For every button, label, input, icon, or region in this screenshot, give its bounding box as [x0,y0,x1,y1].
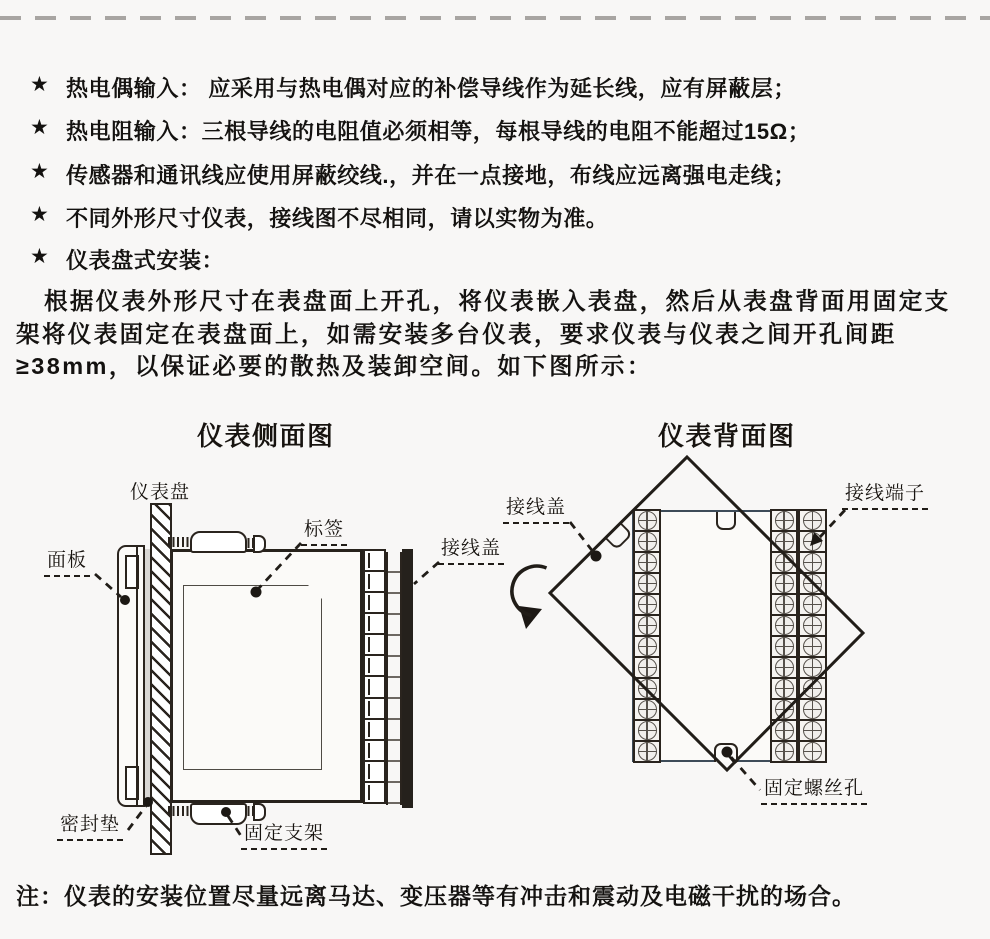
screw-icon [638,637,657,656]
terminal-screw-cell [633,719,661,742]
terminal-cover-bar [402,549,413,808]
terminal-cell [363,718,386,741]
side-view-title: 仪表侧面图 [197,422,335,451]
terminal-cell [363,633,386,656]
terminal-cell [363,591,386,614]
cover-latch-tab [604,522,633,551]
panel-clip [125,766,139,800]
terminal-screw-cell [770,677,798,700]
terminal-screw-cell [633,740,661,763]
screw-icon [775,742,794,761]
terminal-screw-cell [770,719,798,742]
star-icon: ★ [30,160,49,183]
screw-icon [775,595,794,614]
terminal-cell [363,654,386,677]
terminal-screw-cell [633,530,661,553]
terminal-screw-cell [798,698,827,721]
fixing-bracket-bottom [190,803,247,825]
case-tab-top [716,512,736,530]
terminal-column-right-outer [798,511,827,761]
label-panel-board: 仪表盘 [130,482,191,503]
label-terminal-cover-side: 接线盖 [438,533,504,565]
screw-icon [775,658,794,677]
screw-icon [638,679,657,698]
terminal-column-left [633,511,661,761]
back-view-title: 仪表背面图 [658,422,796,451]
label-sticker-area [183,585,322,770]
leader-gasket [128,806,146,830]
screw-icon [775,574,794,593]
screw-icon [803,595,822,614]
front-panel [117,545,145,807]
terminal-screw-cell [633,614,661,637]
rotation-arrowhead [519,606,542,629]
screw-icon [803,742,822,761]
screw-icon [775,616,794,635]
screw-thread [168,537,191,547]
label-terminals: 接线端子 [842,478,928,510]
terminal-screw-cell [798,551,827,574]
terminal-screw-cell [770,551,798,574]
screw-icon [638,742,657,761]
terminal-cell [363,549,386,572]
bullet-text: 不同外形尺寸仪表，接线图不尽相同，请以实物为准。 [66,206,609,231]
terminal-cell [363,739,386,762]
screw-head-icon [253,535,266,553]
terminal-screw-cell [770,635,798,658]
screw-icon [803,721,822,740]
terminal-cell [363,570,386,593]
terminal-cell [363,760,386,783]
label-gasket: 密封垫 [57,809,123,841]
terminal-screw-cell [770,572,798,595]
fixing-screw-tab [714,743,738,762]
terminal-screw-cell [798,656,827,679]
screw-icon [638,616,657,635]
star-icon: ★ [30,203,49,226]
terminal-screw-cell [798,677,827,700]
label-screw-hole: 固定螺丝孔 [761,773,867,805]
terminal-screw-cell [798,635,827,658]
label-front-panel: 面板 [44,545,90,577]
terminal-screw-cell [770,698,798,721]
screw-icon [638,511,657,530]
screw-icon [638,532,657,551]
terminal-screw-cell [770,593,798,616]
bullet-text: 传感器和通讯线应使用屏蔽绞线.，并在一点接地，布线应远离强电走线； [66,163,796,188]
terminal-screw-cell [633,635,661,658]
screw-icon [638,595,657,614]
pointer-dot-terminal-cover [591,551,602,562]
label-terminal-cover-back: 接线盖 [503,492,569,524]
screw-icon [803,679,822,698]
terminal-column-right-inner [770,511,798,761]
terminal-screw-cell [798,593,827,616]
leader-terminal-cover-side [414,562,439,584]
rotation-arrow-arc [512,566,547,615]
star-icon: ★ [30,245,49,268]
terminal-screw-cell [770,656,798,679]
screw-thread [168,806,191,816]
terminal-screw-cell [798,740,827,763]
bullet-item [30,159,796,190]
bullet-item [30,72,796,103]
terminal-screw-cell [633,677,661,700]
bullet-item [30,115,811,146]
screw-icon [638,553,657,572]
screw-icon [638,721,657,740]
terminal-screw-cell [798,530,827,553]
screw-icon [775,679,794,698]
terminal-screw-cell [633,698,661,721]
terminal-cell [363,781,386,804]
terminal-screw-cell [633,509,661,532]
terminal-screw-cell [798,572,827,595]
top-dashed-divider [0,16,990,20]
terminal-screw-cell [798,509,827,532]
screw-icon [803,700,822,719]
terminal-screw-cell [798,719,827,742]
screw-icon [775,637,794,656]
bullet-item [30,244,224,275]
installation-paragraph: 根据仪表外形尺寸在表盘面上开孔，将仪表嵌入表盘，然后从表盘背面用固定支架将仪表固定在表盘面上，如需安装多台仪表，要求仪表与仪表之间开孔间距≥38mm，以保证必要的散热及装卸空间。如下图所示： [16,288,951,379]
screw-icon [775,532,794,551]
terminal-screw-cell [770,740,798,763]
screw-icon [803,553,822,572]
screw-icon [803,637,822,656]
terminal-screw-cell [770,530,798,553]
terminal-block-column [363,551,386,804]
terminal-cell [363,675,386,698]
screw-icon [775,553,794,572]
panel-clip [125,555,139,589]
terminal-cell [363,612,386,635]
terminal-screw-cell [633,572,661,595]
screw-icon [638,658,657,677]
star-icon: ★ [30,116,49,139]
terminal-screw-cell [770,509,798,532]
screw-icon [775,721,794,740]
bullet-text: 热电阻输入：三根导线的电阻值必须相等，每根导线的电阻不能超过15Ω； [66,119,811,144]
terminal-screw-cell [798,614,827,637]
terminal-screw-cell [770,614,798,637]
bullet-text: 仪表盘式安装： [66,248,225,273]
bottom-note: 注：仪表的安装位置尽量远离马达、变压器等有冲击和震动及电磁干扰的场合。 [16,883,856,909]
terminal-screw-cell [633,656,661,679]
screw-icon [803,616,822,635]
screw-icon [775,511,794,530]
terminal-ladder [386,552,402,805]
leader-terminal-cover-back [570,522,594,553]
bullet-text: 热电偶输入： 应采用与热电偶对应的补偿导线作为延长线，应有屏蔽层； [66,76,796,101]
screw-icon [638,700,657,719]
screw-icon [803,532,822,551]
screw-icon [775,700,794,719]
panel-board-wall [150,503,172,855]
terminal-screw-cell [633,593,661,616]
screw-icon [638,574,657,593]
star-icon: ★ [30,73,49,96]
bullet-item [30,202,608,233]
screw-icon [803,658,822,677]
terminal-screw-cell [633,551,661,574]
fixing-bracket-top [190,531,247,553]
screw-icon [803,574,822,593]
label-bracket: 固定支架 [241,818,327,850]
terminal-cell [363,697,386,720]
label-sticker: 标签 [301,514,347,546]
screw-icon [803,511,822,530]
